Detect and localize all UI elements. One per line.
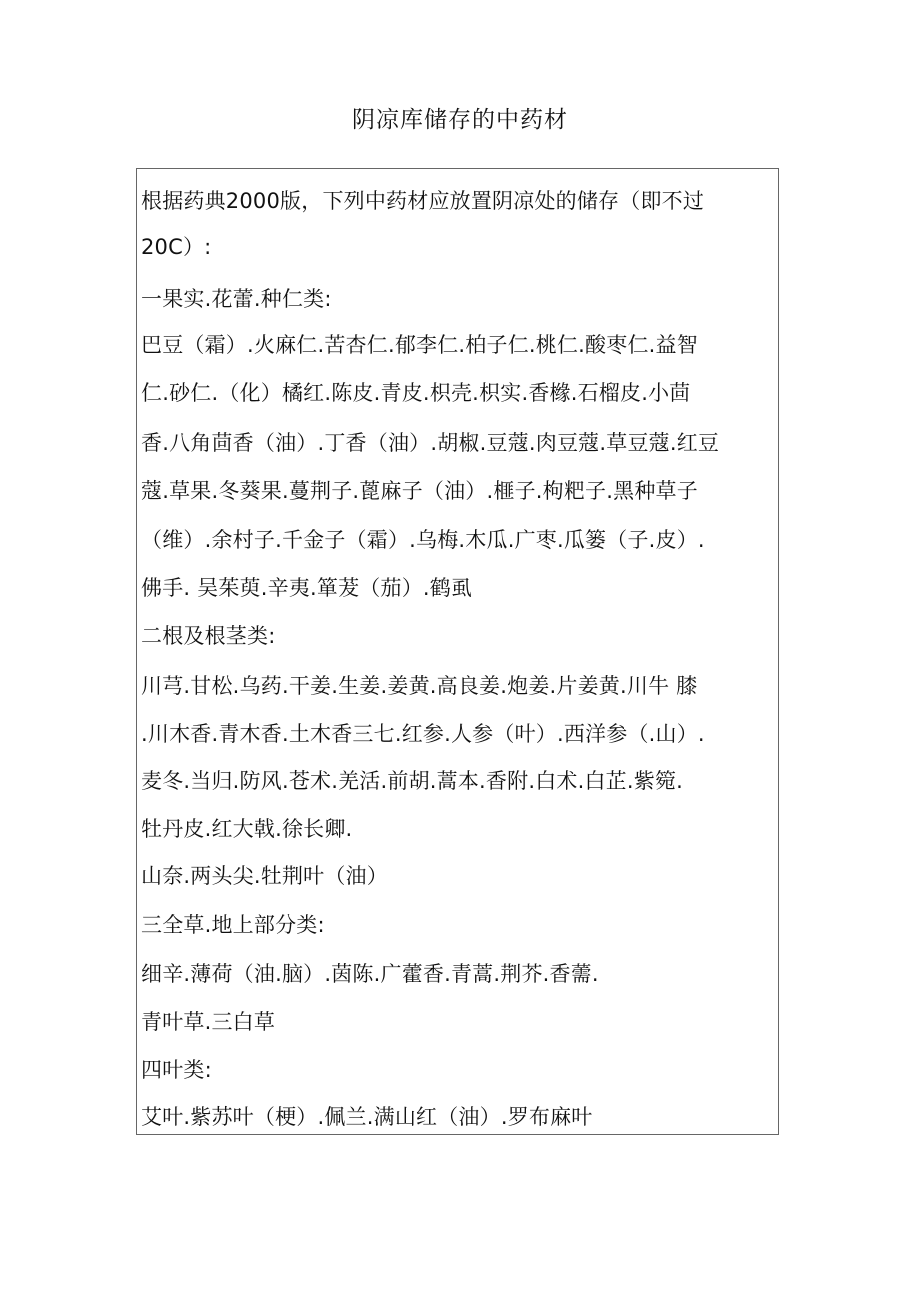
document-title: 阴凉库储存的中药材 [352, 107, 568, 133]
text-line: 蔻.草果.冬葵果.蔓荆子.蓖麻子（油）.榧子.枸粑子.黑种草子 [141, 479, 698, 503]
section-heading: 三全草.地上部分类: [141, 913, 325, 937]
content-box [136, 168, 779, 1135]
text-line: 佛手. 吴茱萸.辛夷.箪茇（茄）.鹤虱 [141, 576, 473, 600]
text-line: 根据药典2000版，下列中药材应放置阴凉处的储存（即不过 [141, 189, 705, 213]
text-line: 细辛.薄荷（油.脑）.茵陈.广藿香.青蒿.荆芥.香薷. [141, 962, 599, 986]
text-line: 麦冬.当归.防风.苍术.羌活.前胡.蒿本.香附.白术.白芷.紫箢. [141, 769, 684, 793]
text-line: 香.八角茴香（油）.丁香（油）.胡椒.豆蔻.肉豆蔻.草豆蔻.红豆 [141, 431, 720, 455]
section-heading: 二根及根茎类: [141, 624, 276, 648]
text-line: 川芎.甘松.乌药.干姜.生姜.姜黄.高良姜.炮姜.片姜黄.川牛 膝 [141, 674, 698, 698]
section-heading: 四叶类: [141, 1058, 212, 1082]
text-line: 巴豆（霜）.火麻仁.苦杏仁.郁李仁.柏子仁.桃仁.酸枣仁.益智 [141, 333, 698, 357]
text-line: 牡丹皮.红大戟.徐长卿. [141, 817, 353, 841]
text-line: （维）.余村子.千金子（霜）.乌梅.木瓜.广枣.瓜篓（子.皮）. [141, 528, 705, 552]
text-line: 仁.砂仁.（化）橘红.陈皮.青皮.枳壳.枳实.香橼.石榴皮.小茴 [141, 381, 691, 405]
text-line: .川木香.青木香.土木香三七.红参.人参（叶）.西洋参（.山）. [141, 722, 705, 746]
section-heading: 一果实.花蕾.种仁类: [141, 287, 332, 311]
text-line: 艾叶.紫苏叶（梗）.佩兰.满山红（油）.罗布麻叶 [141, 1105, 593, 1129]
text-line: 20C）: [141, 235, 212, 259]
text-line: 青叶草.三白草 [141, 1010, 276, 1034]
text-line: 山奈.两头尖.牡荆叶（油） [141, 864, 388, 888]
